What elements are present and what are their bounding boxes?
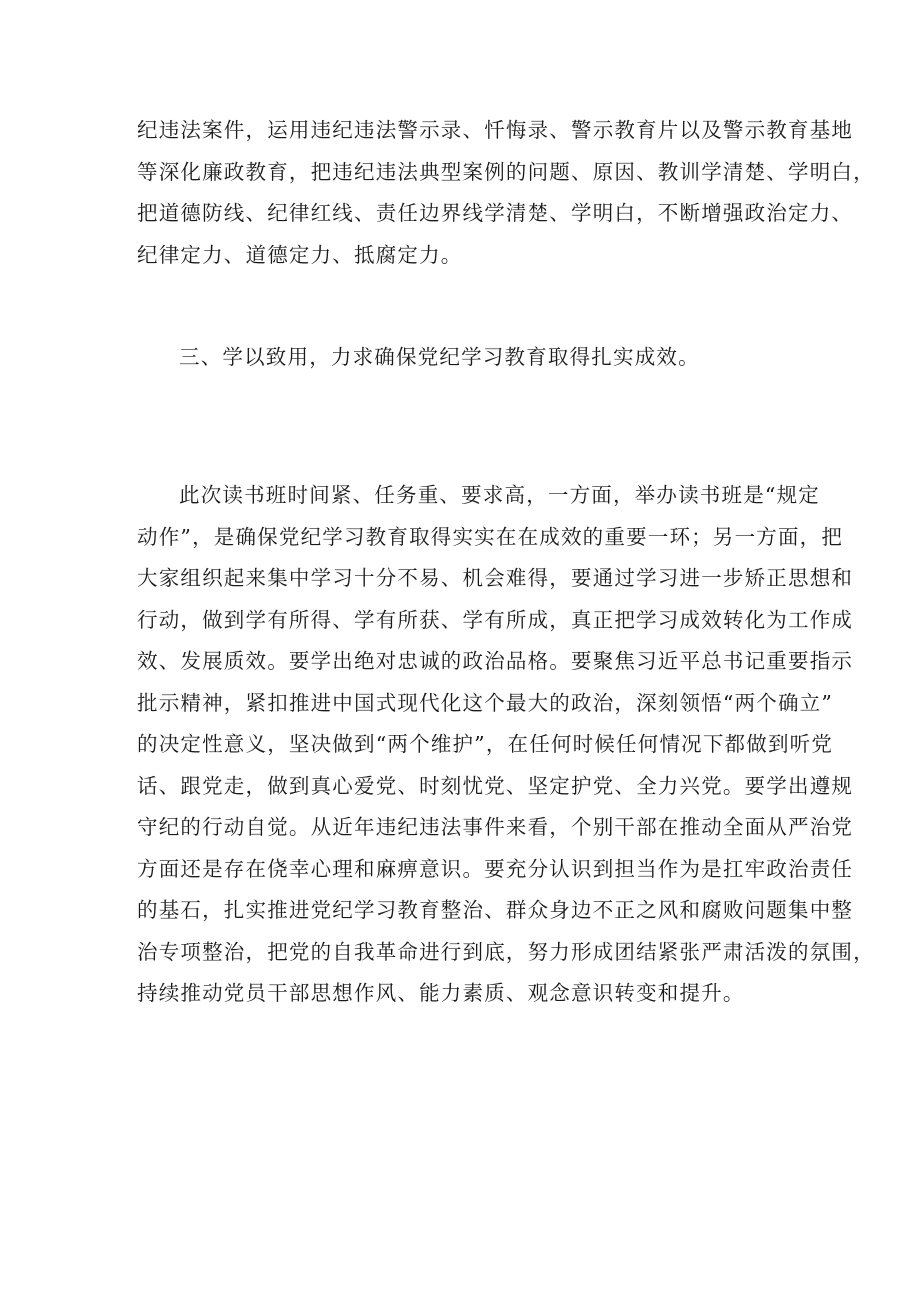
paragraph-1-line: 等深化廉政教育，把违纪违法典型案例的问题、原因、教训学清楚、学明白， (137, 159, 875, 184)
section-heading: 三、学以致用，力求确保党纪学习教育取得扎实成效。 (179, 345, 700, 369)
paragraph-2-line: 此次读书班时间紧、任务重、要求高，一方面，举办读书班是“规定 (179, 483, 820, 507)
paragraph-1-line: 纪律定力、道德定力、抵腐定力。 (137, 242, 463, 267)
section-heading-block (137, 337, 797, 379)
paragraph-2-line: 话、跟党走，做到真心爱党、时刻忧党、坚定护党、全力兴党。要学出遵规 (137, 773, 854, 798)
paragraph-2-line: 的决定性意义，坚决做到“两个维护”，在任何时候任何情况下都做到听党 (137, 732, 834, 756)
paragraph-2-line: 治专项整治，把党的自我革命进行到底，努力形成团结紧张严肃活泼的氛围， (137, 939, 875, 964)
paragraph-2-line: 效、发展质效。要学出绝对忠诚的政治品格。要聚焦习近平总书记重要指示 (137, 649, 854, 673)
paragraph-1-line: 把道德防线、纪律红线、责任边界线学清楚、学明白，不断增强政治定力、 (137, 201, 854, 225)
paragraph-2-line: 大家组织起来集中学习十分不易、机会难得，要通过学习进一步矫正思想和 (137, 566, 854, 590)
paragraph-2-line: 行动，做到学有所得、学有所获、学有所成，真正把学习成效转化为工作成 (137, 607, 854, 632)
paragraph-1 (137, 110, 875, 276)
paragraph-2-line: 批示精神，紧扣推进中国式现代化这个最大的政治，深刻领悟“两个确立” (137, 690, 834, 715)
paragraph-2-line: 的基石，扎实推进党纪学习教育整治、群众身边不正之风和腐败问题集中整 (137, 898, 854, 922)
paragraph-2 (137, 475, 875, 1015)
paragraph-2-line: 持续推动党员干部思想作风、能力素质、观念意识转变和提升。 (137, 981, 745, 1005)
paragraph-2-line: 方面还是存在侥幸心理和麻痹意识。要充分认识到担当作为是扛牢政治责任 (137, 856, 854, 881)
paragraph-2-line: 动作”，是确保党纪学习教育取得实实在在成效的重要一环；另一方面，把 (137, 524, 844, 549)
paragraph-1-line: 纪违法案件，运用违纪违法警示录、忏悔录、警示教育片以及警示教育基地 (137, 118, 854, 142)
paragraph-2-line: 守纪的行动自觉。从近年违纪违法事件来看，个别干部在推动全面从严治党 (137, 815, 854, 839)
